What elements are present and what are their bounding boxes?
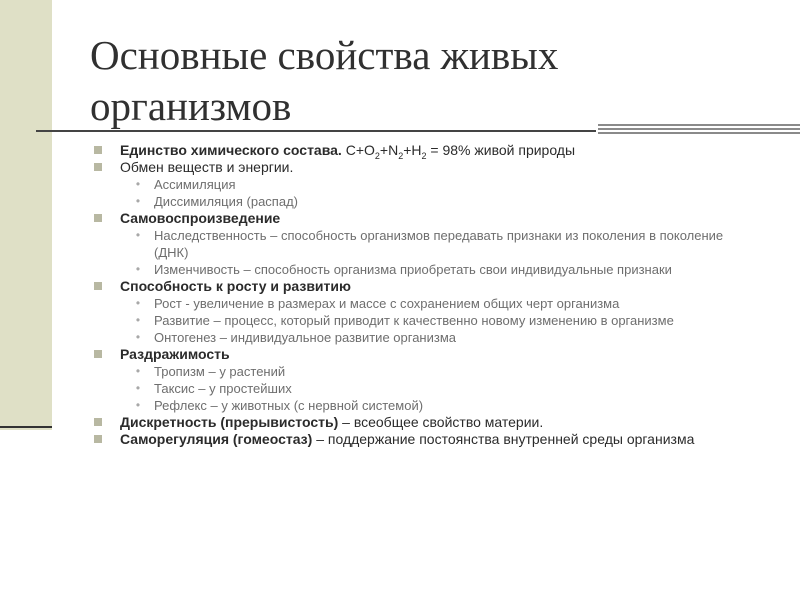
bullet-dot: • [135, 398, 141, 412]
sub-item-heredity: • Наследственность – способность организмов передавать признаки из поколения в поколение (ДНК) [92, 227, 752, 261]
chemical-formula: $C+O_2+N_2+H_2 = 98\%$ живой природы [341, 142, 576, 161]
item-label: Способность к росту и развитию [120, 278, 351, 294]
bullet-square [94, 435, 102, 443]
sub-item-reflex: • Рефлекс – у животных (с нервной системой) [92, 397, 752, 414]
list-item-reproduction [92, 210, 752, 227]
sub-item-tropism: • Тропизм – у растений [92, 363, 752, 380]
bullet-square [94, 350, 102, 358]
item-label: Самовоспроизведение [120, 210, 281, 226]
title-underline [36, 130, 596, 132]
list-item-growth [92, 278, 752, 295]
title-stripes-decor [598, 124, 800, 136]
bullet-dot: • [135, 177, 141, 191]
bullet-dot: • [135, 262, 141, 276]
bullet-dot: • [135, 364, 141, 378]
bullet-square [94, 146, 102, 154]
slide-title: Основные свойства живых организмов [90, 32, 559, 129]
list-item-chemical-composition [92, 142, 752, 159]
sub-item-growth-def: • Рост - увеличение в размерах и массе с сохранением общих черт организма [92, 295, 752, 312]
list-item-metabolism [92, 159, 752, 176]
left-decor-line [0, 426, 52, 428]
bullet-dot: • [135, 381, 141, 395]
bullet-square [94, 418, 102, 426]
bullet-square [94, 214, 102, 222]
bullet-dot: • [135, 330, 141, 344]
item-label: Раздражимость [120, 346, 230, 362]
item-description: – всеобщее свойство материи. [338, 414, 544, 430]
item-label: Единство химического состава. [120, 142, 342, 158]
list-item-irritability [92, 346, 752, 363]
bullet-dot: • [135, 296, 141, 310]
bullet-dot: • [135, 313, 141, 327]
bullet-dot: • [135, 228, 141, 242]
sub-item-variability: • Изменчивость – способность организма приобретать свои индивидуальные признаки [92, 261, 752, 278]
sub-item-ontogenesis: • Онтогенез – индивидуальное развитие организма [92, 329, 752, 346]
sub-item-assimilation: • Ассимиляция [92, 176, 752, 193]
bullet-square [94, 163, 102, 171]
item-label: Саморегуляция (гомеостаз) [120, 431, 313, 447]
item-label: Обмен веществ и энергии. [120, 159, 294, 175]
sub-item-taxis: • Таксис – у простейших [92, 380, 752, 397]
list-item-self-regulation [92, 431, 752, 448]
sub-item-dissimilation: • Диссимиляция (распад) [92, 193, 752, 210]
sub-item-development: • Развитие – процесс, который приводит к качественно новому изменению в организме [92, 312, 752, 329]
bullet-dot: • [135, 194, 141, 208]
list-item-discreteness [92, 414, 752, 431]
slide-content [92, 142, 752, 448]
bullet-square [94, 282, 102, 290]
item-label: Дискретность (прерывистость) [120, 414, 339, 430]
left-decor-band [0, 0, 52, 430]
item-description: – поддержание постоянства внутренней среды организма [312, 431, 695, 447]
